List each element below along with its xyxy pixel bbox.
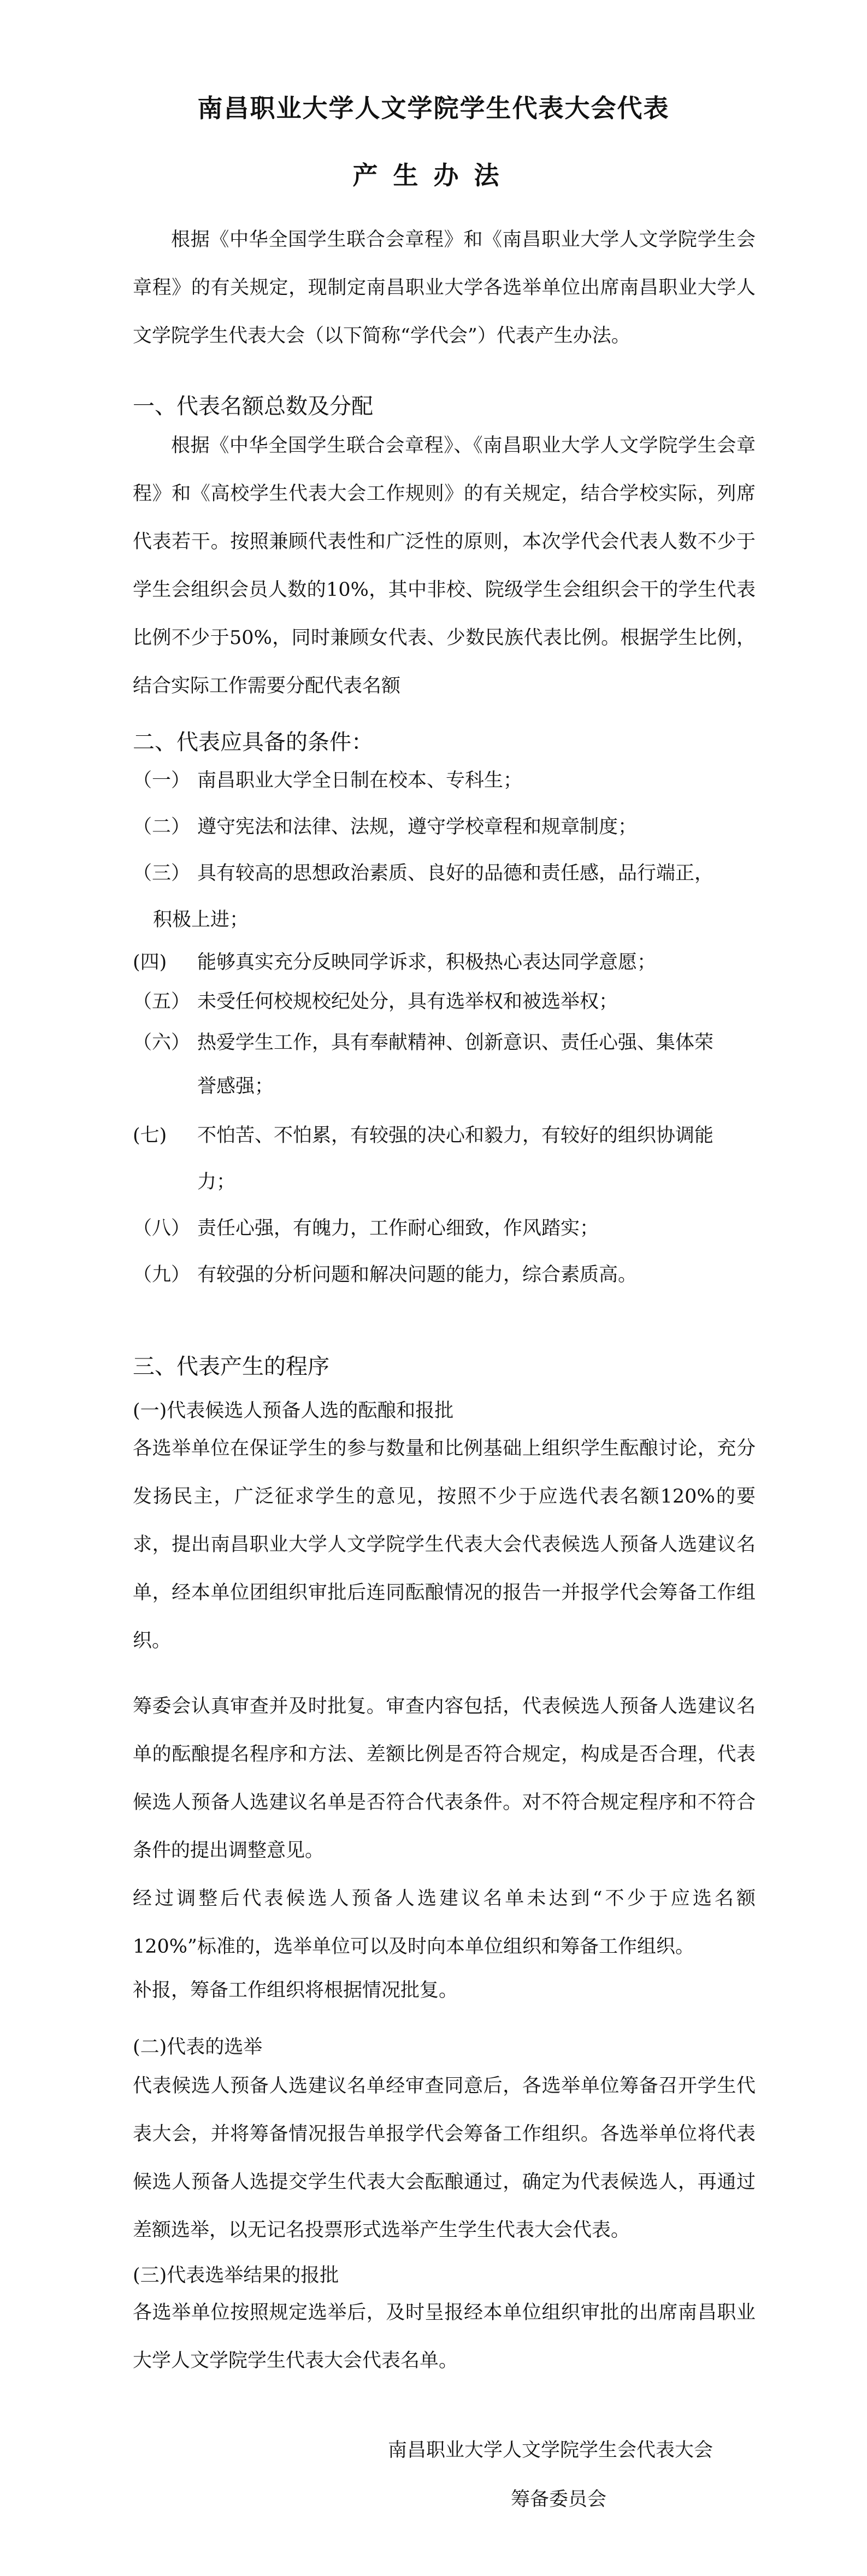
item-number: （五） xyxy=(133,991,191,1013)
item-number: （二） xyxy=(133,816,191,838)
item-text: 责任心强，有魄力，工作耐心细致，作风踏实； xyxy=(197,1218,599,1239)
condition-item xyxy=(133,849,761,897)
item-number: （八） xyxy=(133,1218,191,1239)
item-text: 南昌职业大学全日制在校本、专科生； xyxy=(197,770,523,791)
section-3-paragraph: 补报，筹备工作组织将根据情况批复。 xyxy=(133,1980,458,2001)
item-text: 能够真实充分反映同学诉求，积极热心表达同学意愿； xyxy=(197,952,657,973)
condition-item xyxy=(133,1019,761,1067)
item-number: （九） xyxy=(133,1264,191,1286)
item-text: 有较强的分析问题和解决问题的能力，综合素质高。 xyxy=(197,1264,638,1286)
subsection-3-heading: (三)代表选举结果的报批 xyxy=(133,2265,339,2287)
item-text: 力； xyxy=(197,1171,236,1193)
item-number: （六） xyxy=(133,1032,191,1054)
signature-organization: 南昌职业大学人文学院学生会代表大会 xyxy=(388,2439,713,2461)
section-1-body: 根据《中华全国学生联合会章程》、《南昌职业大学人文学院学生会章程》和《高校学生代表大会工作规则》的有关规定，结合学校实际，列席代表若干。按照兼顾代表性和广泛性的原则，本次学代会代表人数不少于学生会组织会员人数的10%，其中非校、院级学生会组织会干的学生代表比例不少于50%，同时兼顾女代表、少数民族代表比例。根据学生比例，结合实际工作需要分配代表名额 xyxy=(133,435,756,697)
item-text: 热爱学生工作，具有奉献精神、创新意识、责任心强、集体荣 xyxy=(197,1032,714,1054)
condition-item xyxy=(133,757,761,805)
subsection-1-heading: (一)代表候选人预备人选的酝酿和报批 xyxy=(133,1400,454,1422)
item-number: (四) xyxy=(133,952,167,973)
section-3-paragraph: 经过调整后代表候选人预备人选建议名单未达到“不少于应选名额120%”标准的，选举单位可以及时向本单位组织和筹备工作组织。 xyxy=(133,1888,756,1958)
item-text: 具有较高的思想政治素质、良好的品德和责任感，品行端正， xyxy=(197,862,714,884)
section-2-heading: 二、代表应具备的条件： xyxy=(133,730,373,755)
item-number: (七) xyxy=(133,1125,167,1147)
page-subtitle: 产生办法 xyxy=(352,161,515,190)
item-text: 不怕苦、不怕累，有较强的决心和毅力，有较好的组织协调能 xyxy=(197,1125,714,1147)
page-title: 南昌职业大学人文学院学生代表大会代表 xyxy=(197,93,670,123)
signature-committee: 筹备委员会 xyxy=(511,2489,607,2510)
section-3-paragraph: 各选举单位按照规定选举后，及时呈报经本单位组织审批的出席南昌职业大学人文学院学生代表大会代表名单。 xyxy=(133,2302,756,2372)
item-text: 未受任何校规校纪处分，具有选举权和被选举权； xyxy=(197,991,618,1013)
item-text: 遵守宪法和法律、法规，遵守学校章程和规章制度； xyxy=(197,816,638,838)
item-text: 积极上进； xyxy=(153,909,249,931)
condition-item-continuation xyxy=(197,1158,825,1206)
condition-item xyxy=(133,1204,761,1252)
section-3-heading: 三、代表产生的程序 xyxy=(133,1354,329,1379)
item-number: （一） xyxy=(133,770,191,791)
condition-item xyxy=(133,1251,761,1299)
condition-item-continuation xyxy=(197,1062,825,1110)
intro-paragraph: 根据《中华全国学生联合会章程》和《南昌职业大学人文学院学生会章程》的有关规定，现制定南昌职业大学各选举单位出席南昌职业大学人文学院学生代表大会（以下简称“学代会”）代表产生办法。 xyxy=(133,229,756,347)
item-text: 誉感强； xyxy=(197,1076,274,1097)
section-3-paragraph: 代表候选人预备人选建议名单经审查同意后，各选举单位筹备召开学生代表大会，并将筹备情况报告单报学代会筹备工作组织。各选举单位将代表候选人预备人选提交学生代表大会酝酿通过，确定为代表候选人，再通过差额选举，以无记名投票形式选举产生学生代表大会代表。 xyxy=(133,2075,756,2241)
section-1-heading: 一、代表名额总数及分配 xyxy=(133,394,373,419)
item-number: （三） xyxy=(133,862,191,884)
condition-item xyxy=(133,1112,761,1160)
section-3-paragraph: 各选举单位在保证学生的参与数量和比例基础上组织学生酝酿讨论，充分发扬民主，广泛征求学生的意见，按照不少于应选代表名额120%的要求，提出南昌职业大学人文学院学生代表大会代表候选人预备人选建议名单，经本单位团组织审批后连同酝酿情况的报告一并报学代会筹备工作组织。 xyxy=(133,1438,756,1652)
subsection-2-heading: (二)代表的选举 xyxy=(133,2036,263,2058)
condition-item xyxy=(133,803,761,851)
condition-item-continuation xyxy=(153,896,781,944)
section-3-paragraph: 筹委会认真审查并及时批复。审查内容包括，代表候选人预备人选建议名单的酝酿提名程序和方法、差额比例是否符合规定，构成是否合理，代表候选人预备人选建议名单是否符合代表条件。对不符合规定程序和不符合条件的提出调整意见。 xyxy=(133,1695,756,1862)
